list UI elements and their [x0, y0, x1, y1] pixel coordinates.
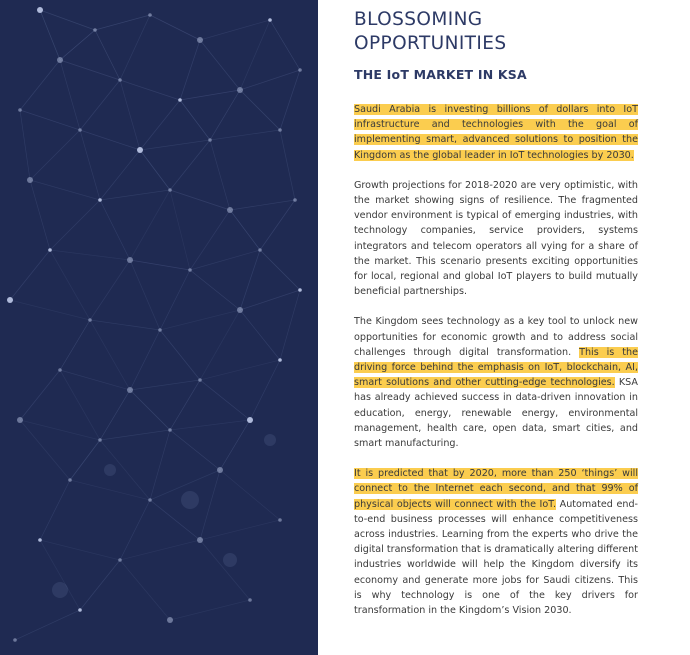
network-node: [93, 28, 97, 32]
network-line: [190, 250, 260, 270]
network-node: [167, 617, 173, 623]
network-node: [37, 7, 43, 13]
network-line: [130, 190, 170, 260]
network-line: [200, 470, 220, 540]
network-line: [120, 80, 180, 100]
network-line: [120, 540, 200, 560]
network-line: [200, 20, 270, 40]
network-node: [137, 147, 143, 153]
network-nodes: [7, 7, 302, 642]
network-node: [88, 318, 92, 322]
network-node: [168, 428, 172, 432]
network-node: [98, 438, 102, 442]
network-line: [230, 210, 260, 250]
network-line: [200, 540, 250, 600]
network-line: [250, 360, 280, 420]
network-line: [60, 320, 90, 370]
network-line: [170, 190, 190, 270]
network-line: [280, 290, 300, 360]
network-node: [237, 307, 243, 313]
paragraph-4-rest: Automated end-to-end business processes will enhance competitiveness across industries. Learning from the experts who drive the digital transformation that is dramatically altering different industries worldwide will help the Kingdom diversify its economy and generate more jobs for Saudi citizens. This is why technology is one of the key drivers for transformation in the Kingdom’s Vision 2030.: [354, 498, 639, 617]
network-line: [95, 30, 120, 80]
page-title: [354, 8, 638, 56]
network-line: [30, 180, 100, 200]
network-line: [170, 190, 230, 210]
network-node: [13, 638, 17, 642]
network-line: [240, 250, 260, 310]
network-line: [80, 560, 120, 610]
network-line: [140, 100, 180, 150]
network-line: [60, 370, 130, 390]
network-line: [130, 390, 170, 430]
network-line: [150, 15, 200, 40]
network-line: [200, 520, 280, 540]
network-node: [78, 608, 82, 612]
network-line: [20, 420, 100, 440]
network-line: [160, 330, 200, 380]
network-line: [90, 260, 130, 320]
title-line-2: OPPORTUNITIES: [354, 33, 507, 54]
network-line: [180, 90, 240, 100]
network-line: [10, 300, 90, 320]
network-node: [293, 198, 297, 202]
network-node: [197, 537, 203, 543]
network-line: [40, 480, 70, 540]
network-line: [220, 470, 280, 520]
network-line: [30, 180, 50, 250]
network-node: [18, 108, 22, 112]
network-node: [127, 387, 133, 393]
paragraph-3-intro: The Kingdom sees technology as a key tool to unlock new opportunities for economic growth and to address social challenges through digital transformation.: [354, 316, 638, 358]
network-line: [80, 130, 140, 150]
network-line: [120, 80, 140, 150]
network-line: [130, 260, 160, 330]
network-line: [210, 140, 230, 210]
bokeh-circle: [52, 582, 68, 598]
paragraph-3: [354, 314, 638, 451]
network-line: [20, 60, 60, 110]
network-line: [100, 430, 170, 440]
network-background-image: [0, 0, 318, 655]
network-line: [60, 60, 80, 130]
network-line: [70, 480, 150, 500]
network-node: [258, 248, 262, 252]
network-node: [17, 417, 23, 423]
article: [354, 8, 638, 633]
network-node: [227, 207, 233, 213]
network-line: [60, 30, 95, 60]
network-line: [240, 290, 300, 310]
network-line: [40, 10, 60, 60]
network-node: [68, 478, 72, 482]
network-line: [20, 370, 60, 420]
paragraph-4: [354, 466, 638, 618]
network-line: [130, 380, 200, 390]
bokeh-circle: [264, 434, 276, 446]
network-line: [40, 10, 95, 30]
network-line: [200, 310, 240, 380]
network-node: [208, 138, 212, 142]
network-line: [180, 40, 200, 100]
network-line: [70, 440, 100, 480]
network-line: [240, 310, 280, 360]
network-node: [278, 128, 282, 132]
network-line: [240, 70, 300, 90]
network-node: [78, 128, 82, 132]
network-line: [170, 600, 250, 620]
network-line: [170, 430, 220, 470]
network-line: [40, 540, 120, 560]
network-node: [48, 248, 52, 252]
paragraph-3-rest: KSA has already achieved success in data-driven innovation in education, energy, renewable energy, environmental management, health care, open data, smart cities, and smart manufacturing.: [354, 377, 638, 450]
network-line: [150, 430, 170, 500]
network-node: [247, 417, 253, 423]
network-line: [240, 20, 270, 90]
network-node: [278, 358, 282, 362]
network-line: [80, 80, 120, 130]
network-line: [50, 250, 90, 320]
network-line: [200, 40, 240, 90]
bokeh-circle: [223, 553, 237, 567]
network-line: [220, 420, 250, 470]
network-line: [260, 200, 295, 250]
network-line: [100, 390, 130, 440]
network-node: [197, 37, 203, 43]
network-node: [168, 188, 172, 192]
network-line: [140, 140, 210, 150]
network-node: [127, 257, 133, 263]
network-line: [160, 310, 240, 330]
network-line: [190, 270, 240, 310]
network-node: [58, 368, 62, 372]
bokeh-circle: [104, 464, 116, 476]
network-line: [90, 320, 160, 330]
network-line: [80, 130, 100, 200]
network-line: [120, 560, 170, 620]
network-node: [178, 98, 182, 102]
network-line: [20, 110, 30, 180]
network-node: [237, 87, 243, 93]
network-node: [158, 328, 162, 332]
network-node: [98, 198, 102, 202]
network-line: [20, 420, 70, 480]
network-node: [268, 18, 272, 22]
network-node: [57, 57, 63, 63]
network-line: [140, 150, 170, 190]
network-line: [50, 250, 130, 260]
network-node: [38, 538, 42, 542]
highlight-1: Saudi Arabia is investing billions of dollars into IoT infrastructure and technologies with the goal of implementing smart, advanced solutions to position the Kingdom as the global leader in IoT technologies by 2030.: [354, 104, 638, 161]
network-line: [50, 200, 100, 250]
network-line: [280, 70, 300, 130]
network-node: [298, 288, 302, 292]
network-node: [198, 378, 202, 382]
network-line: [240, 90, 280, 130]
network-node: [27, 177, 33, 183]
paragraph-1: [354, 102, 638, 163]
network-line: [90, 320, 130, 390]
network-line: [100, 190, 170, 200]
network-node: [118, 558, 122, 562]
network-line: [260, 250, 300, 290]
network-line: [170, 420, 250, 430]
network-line: [60, 370, 100, 440]
network-node: [278, 518, 282, 522]
network-line: [130, 330, 160, 390]
network-line: [60, 60, 120, 80]
network-line: [210, 90, 240, 140]
bokeh-circle: [181, 491, 199, 509]
network-line: [15, 610, 80, 640]
highlight-2: This is the driving force behind the emphasis on IoT, blockchain, AI, smart solutions and other cutting-edge technologies.: [354, 346, 638, 389]
section-subtitle: THE IoT MARKET IN KSA: [354, 67, 527, 82]
network-node: [148, 13, 152, 17]
network-node: [148, 498, 152, 502]
network-line: [210, 130, 280, 140]
network-line: [120, 15, 150, 80]
network-line: [160, 270, 190, 330]
network-node: [118, 78, 122, 82]
network-node: [298, 68, 302, 72]
network-line: [100, 200, 130, 260]
network-graphic: [0, 0, 318, 655]
network-line: [95, 15, 150, 30]
network-line: [100, 150, 140, 200]
network-line: [190, 210, 230, 270]
title-line-1: BLOSSOMING: [354, 9, 483, 30]
network-node: [7, 297, 13, 303]
network-line: [270, 20, 300, 70]
network-line: [120, 500, 150, 560]
network-line: [280, 130, 295, 200]
network-line: [30, 130, 80, 180]
network-line: [130, 260, 190, 270]
network-line: [40, 540, 80, 610]
network-line: [170, 140, 210, 190]
highlight-3: It is predicted that by 2020, more than 250 ‘things’ will connect to the Internet each second, and that 99% of physical objects will connect with the IoT.: [354, 468, 638, 510]
network-node: [248, 598, 252, 602]
network-node: [217, 467, 223, 473]
network-line: [10, 250, 50, 300]
network-lines: [10, 10, 300, 640]
network-line: [170, 380, 200, 430]
network-line: [180, 100, 210, 140]
network-node: [188, 268, 192, 272]
network-line: [200, 380, 250, 420]
paragraph-2: Growth projections for 2018-2020 are very optimistic, with the market showing signs of resilience. The fragmented vendor environment is typical of emerging industries, with technology companies, service providers, systems integrators and telecom operators all vying for a share of the market. This scenario presents exciting opportunities for local, regional and global IoT players to build mutually beneficial partnerships.: [354, 179, 638, 298]
network-line: [20, 110, 80, 130]
network-line: [230, 200, 295, 210]
network-line: [200, 360, 280, 380]
